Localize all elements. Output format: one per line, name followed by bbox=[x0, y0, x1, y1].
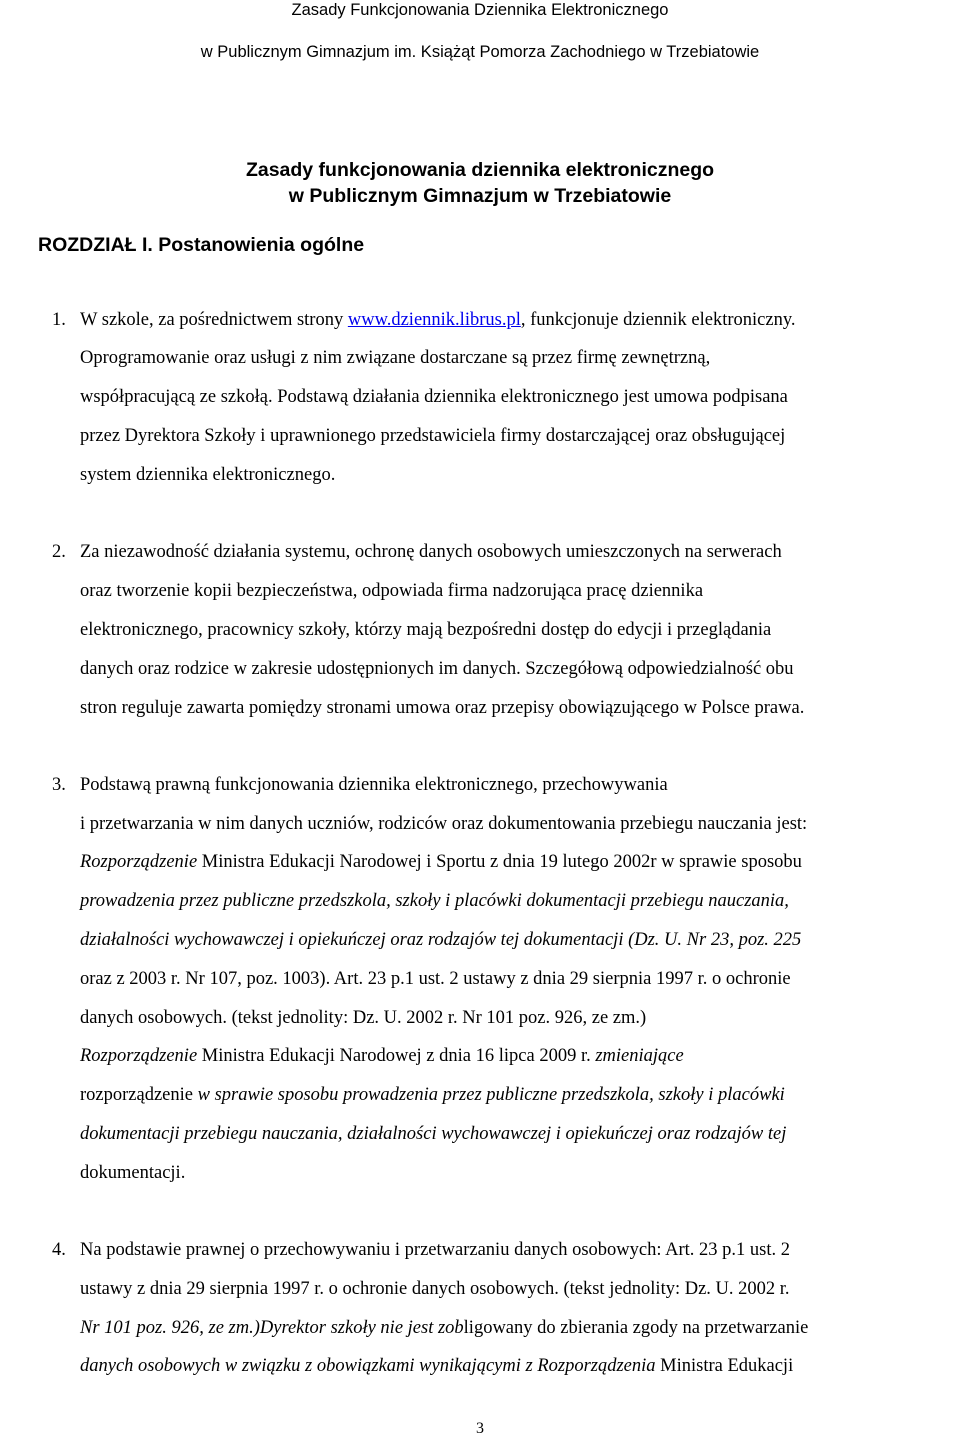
paragraph-4-line-4-italic: danych osobowych w związku z obowiązkami wynikającymi z Rozporządzenia bbox=[80, 1356, 656, 1376]
paragraph-3-line-10: dokumentacji przebiegu nauczania, działalności wychowawczej i opiekuńczej oraz rodzajów tej bbox=[80, 1124, 787, 1144]
chapter-heading: ROZDZIAŁ I. Postanowienia ogólne bbox=[38, 234, 365, 256]
paragraph-3-line-2: i przetwarzania w nim danych uczniów, rodziców oraz dokumentowania przebiegu nauczania jest: bbox=[80, 814, 808, 834]
paragraph-4-number: 4. bbox=[52, 1240, 66, 1260]
librus-link[interactable]: www.dziennik.librus.pl bbox=[347, 310, 521, 330]
paragraph-1-line-1 bbox=[80, 310, 796, 331]
paragraph-3-line-9 bbox=[80, 1085, 785, 1106]
paragraph-1-line-5: system dziennika elektronicznego. bbox=[80, 465, 336, 485]
document-title-line-1: Zasady funkcjonowania dziennika elektronicznego bbox=[245, 159, 715, 181]
page-number: 3 bbox=[476, 1420, 484, 1437]
paragraph-1-line-2: Oprogramowanie oraz usługi z nim związane dostarczane są przez firmę zewnętrzną, bbox=[80, 348, 711, 368]
paragraph-1-line-3: współpracującą ze szkołą. Podstawą działania dziennika elektronicznego jest umowa podpisana bbox=[80, 387, 788, 407]
running-header-line-1: Zasady Funkcjonowania Dziennika Elektronicznego bbox=[291, 1, 669, 19]
paragraph-3-italic-term: Rozporządzenie bbox=[80, 852, 198, 872]
paragraph-3-line-9-normal: rozporządzenie bbox=[80, 1085, 198, 1105]
paragraph-3-italic-term-3: zmieniające bbox=[595, 1046, 684, 1066]
paragraph-4-line-1: Na podstawie prawnej o przechowywaniu i przetwarzaniu danych osobowych: Art. 23 p.1 ust. 2 bbox=[80, 1240, 791, 1260]
document-title-line-2: w Publicznym Gimnazjum w Trzebiatowie bbox=[288, 185, 672, 207]
paragraph-3-line-8 bbox=[80, 1046, 684, 1067]
paragraph-3-line-7: danych osobowych. (tekst jednolity: Dz. U. 2002 r. Nr 101 poz. 926, ze zm.) bbox=[80, 1008, 647, 1028]
paragraph-4-line-3-normal: ligowany do zbierania zgody na przetwarzanie bbox=[463, 1318, 809, 1338]
running-header-line-2: w Publicznym Gimnazjum im. Książąt Pomorza Zachodniego w Trzebiatowie bbox=[200, 43, 760, 61]
paragraph-1-line-4: przez Dyrektora Szkoły i uprawnionego przedstawiciela firmy dostarczającej oraz obsługującej bbox=[80, 426, 786, 446]
paragraph-2-line-2: oraz tworzenie kopii bezpieczeństwa, odpowiada firma nadzorująca pracę dziennika bbox=[80, 581, 704, 601]
paragraph-3-line-5: działalności wychowawczej i opiekuńczej oraz rodzajów tej dokumentacji (Dz. U. Nr 23, poz. 225 bbox=[80, 930, 802, 950]
paragraph-2-line-3: elektronicznego, pracownicy szkoły, którzy mają bezpośredni dostęp do edycji i przeglądania bbox=[80, 620, 772, 640]
paragraph-1-number: 1. bbox=[52, 310, 66, 330]
paragraph-4-line-3 bbox=[80, 1318, 808, 1339]
paragraph-4-line-3-italic: Nr 101 poz. 926, ze zm.)Dyrektor szkoły nie jest zob bbox=[80, 1318, 464, 1338]
paragraph-2-line-5: stron reguluje zawarta pomiędzy stronami umowa oraz przepisy obowiązującego w Polsce prawa. bbox=[80, 698, 805, 718]
paragraph-4-line-4 bbox=[80, 1356, 793, 1377]
paragraph-3-line-4: prowadzenia przez publiczne przedszkola, szkoły i placówki dokumentacji przebiegu nauczania, bbox=[80, 891, 789, 911]
paragraph-3-line-6: oraz z 2003 r. Nr 107, poz. 1003). Art. 23 p.1 ust. 2 ustawy z dnia 29 sierpnia 1997 r. o ochronie bbox=[80, 969, 791, 989]
paragraph-3-line-11: dokumentacji. bbox=[80, 1163, 186, 1183]
paragraph-4-line-2: ustawy z dnia 29 sierpnia 1997 r. o ochronie danych osobowych. (tekst jednolity: Dz. U. 2002 r. bbox=[80, 1279, 790, 1299]
paragraph-3-line-8-rest: Ministra Edukacji Narodowej z dnia 16 lipca 2009 r. bbox=[197, 1046, 596, 1066]
paragraph-1-text-end: , funkcjonuje dziennik elektroniczny. bbox=[520, 310, 796, 330]
paragraph-3-line-9-italic: w sprawie sposobu prowadzenia przez publiczne przedszkola, szkoły i placówki bbox=[197, 1085, 785, 1105]
paragraph-3-line-3 bbox=[80, 852, 802, 873]
paragraph-3-number: 3. bbox=[52, 775, 66, 795]
paragraph-2-number: 2. bbox=[52, 542, 66, 562]
paragraph-3-line-1: Podstawą prawną funkcjonowania dziennika elektronicznego, przechowywania bbox=[80, 775, 668, 795]
paragraph-3-line-3-rest: Ministra Edukacji Narodowej i Sportu z dnia 19 lutego 2002r w sprawie sposobu bbox=[197, 852, 802, 872]
paragraph-1-text-start: W szkole, za pośrednictwem strony bbox=[80, 310, 348, 330]
paragraph-2-line-4: danych oraz rodzice w zakresie udostępnionych im danych. Szczegółową odpowiedzialność obu bbox=[80, 659, 794, 679]
paragraph-2-line-1: Za niezawodność działania systemu, ochronę danych osobowych umieszczonych na serwerach bbox=[80, 542, 782, 562]
paragraph-3-italic-term-2: Rozporządzenie bbox=[80, 1046, 198, 1066]
paragraph-4-line-4-normal: Ministra Edukacji bbox=[655, 1356, 794, 1376]
